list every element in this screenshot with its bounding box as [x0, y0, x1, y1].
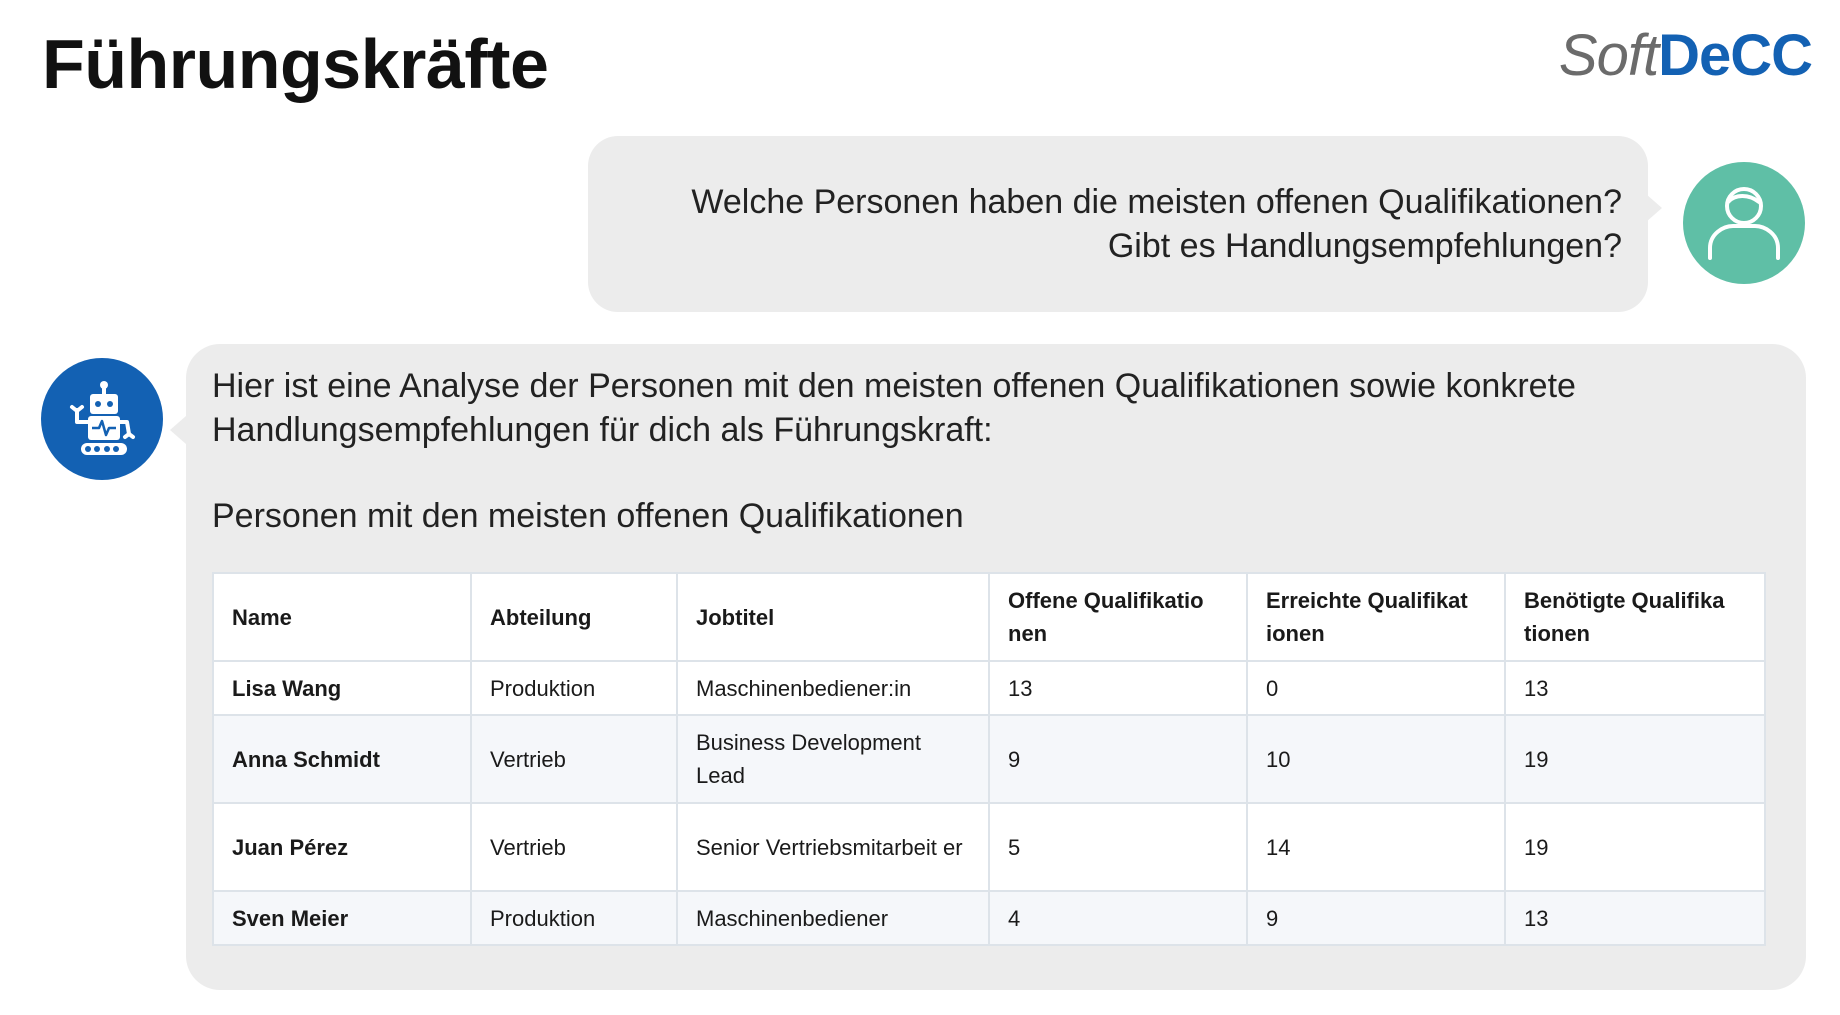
table-row: [213, 715, 1765, 803]
cell-job-title: Maschinenbediener: [677, 891, 989, 945]
cell-required: 19: [1505, 803, 1765, 891]
table-row: [213, 803, 1765, 891]
cell-department: Produktion: [471, 891, 677, 945]
header-job-title: Jobtitel: [677, 573, 989, 661]
user-message-line-2: Gibt es Handlungsempfehlungen?: [1107, 227, 1622, 265]
header-department: Abteilung: [471, 573, 677, 661]
cell-open: 5: [989, 803, 1247, 891]
user-avatar: [1683, 162, 1805, 284]
bubble-tail: [1646, 194, 1662, 222]
bubble-tail: [170, 416, 186, 444]
table-row: [213, 891, 1765, 945]
softdecc-logo: SoftDeCC: [1558, 23, 1812, 88]
table-row: [213, 661, 1765, 715]
table-heading: Personen mit den meisten offenen Qualifikationen: [212, 497, 964, 535]
cell-name: Lisa Wang: [213, 661, 471, 715]
user-icon: [1683, 162, 1805, 284]
cell-department: Vertrieb: [471, 803, 677, 891]
cell-job-title: Maschinenbediener:in: [677, 661, 989, 715]
cell-achieved: 10: [1247, 715, 1505, 803]
cell-job-title: Business Development Lead: [677, 715, 989, 803]
table-header-row: [213, 573, 1765, 661]
cell-required: 19: [1505, 715, 1765, 803]
cell-open: 9: [989, 715, 1247, 803]
cell-department: Produktion: [471, 661, 677, 715]
qualifications-table: [212, 572, 1766, 946]
page-title: Führungskräfte: [42, 25, 549, 103]
robot-icon: [41, 358, 163, 480]
header-name: Name: [213, 573, 471, 661]
cell-open: 4: [989, 891, 1247, 945]
cell-required: 13: [1505, 661, 1765, 715]
bot-message-bubble: [186, 344, 1806, 990]
cell-required: 13: [1505, 891, 1765, 945]
cell-name: Juan Pérez: [213, 803, 471, 891]
header-open-qualifications: Offene Qualifikatio nen: [989, 573, 1247, 661]
header-required-qualifications: Benötigte Qualifika tionen: [1505, 573, 1765, 661]
user-message-line-1: Welche Personen haben die meisten offenen Qualifikationen?: [691, 183, 1622, 221]
bot-intro-text: Hier ist eine Analyse der Personen mit den meisten offenen Qualifikationen sowie konkrete Handlungsempfehlungen für dich als Führungskraft:: [212, 367, 1576, 449]
header-achieved-qualifications: Erreichte Qualifikat ionen: [1247, 573, 1505, 661]
cell-achieved: 9: [1247, 891, 1505, 945]
cell-name: Anna Schmidt: [213, 715, 471, 803]
user-message-bubble: [588, 136, 1648, 312]
cell-open: 13: [989, 661, 1247, 715]
cell-achieved: 14: [1247, 803, 1505, 891]
cell-job-title: Senior Vertriebsmitarbeit er: [677, 803, 989, 891]
cell-department: Vertrieb: [471, 715, 677, 803]
bot-avatar: [41, 358, 163, 480]
cell-name: Sven Meier: [213, 891, 471, 945]
cell-achieved: 0: [1247, 661, 1505, 715]
